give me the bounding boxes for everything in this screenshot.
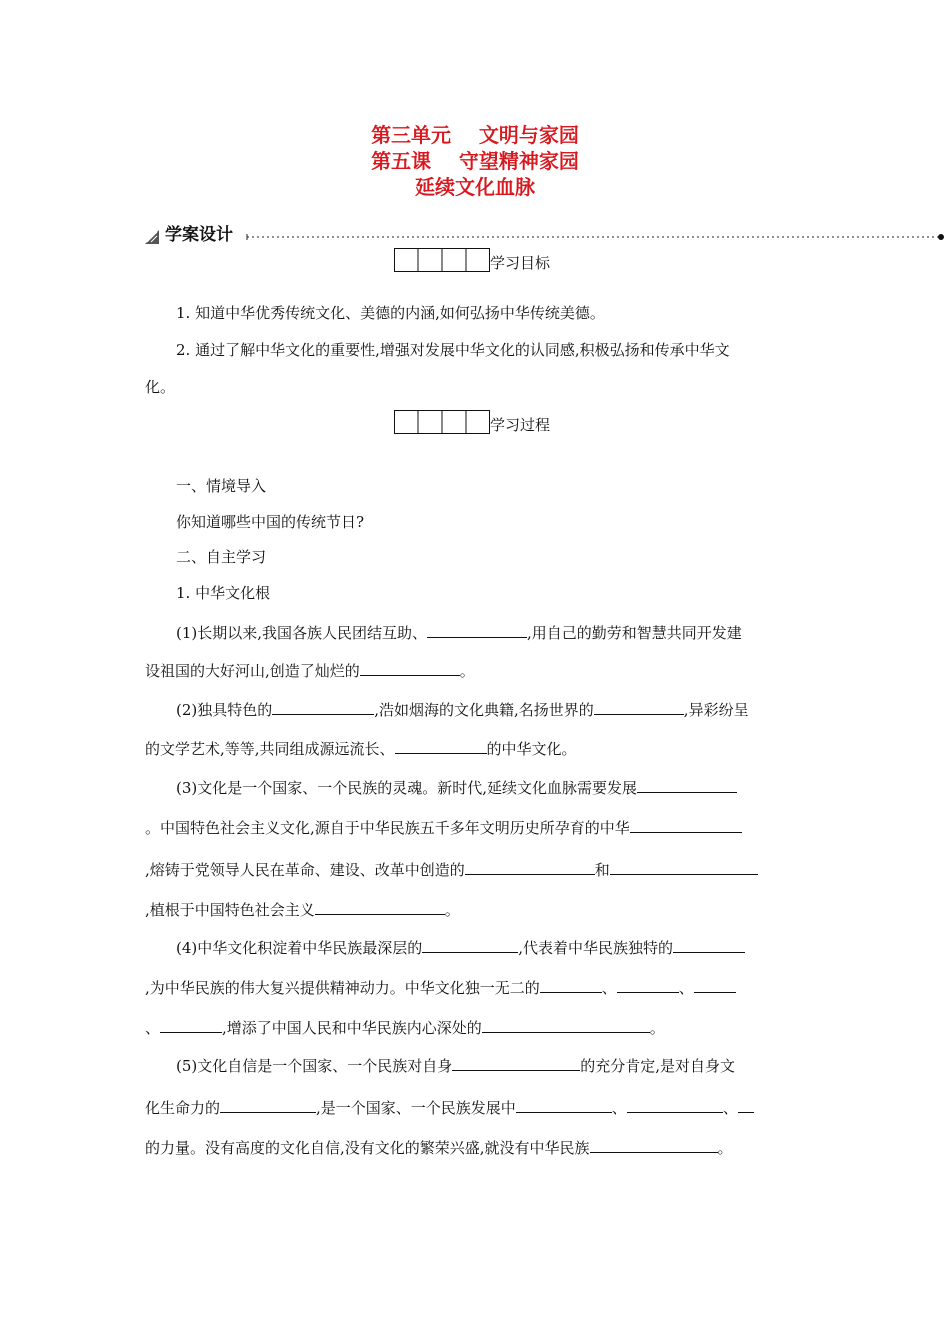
intro-question: 你知道哪些中国的传统节日? (176, 513, 365, 531)
fill-blank[interactable] (315, 897, 445, 915)
item-1-line-2: 设祖国的大好河山,创造了灿烂的 。 (145, 658, 475, 681)
fill-blank[interactable] (427, 620, 527, 638)
fill-blank[interactable] (637, 775, 737, 793)
goal-1: 1. 知道中华优秀传统文化、美德的内涵,如何弘扬中华传统美德。 (176, 304, 605, 322)
goals-heading-label: 学习目标 (490, 254, 551, 272)
fill-blank[interactable] (627, 1095, 723, 1113)
item-3-line-2: 。中国特色社会主义文化,源自于中华民族五千多年文明历史所孕育的中华 (145, 815, 742, 838)
heading-boxes-icon (394, 248, 490, 272)
fill-blank[interactable] (617, 975, 679, 993)
process-heading-label: 学习过程 (490, 416, 551, 434)
heading-boxes-icon (394, 410, 490, 434)
root-heading: 1. 中华文化根 (176, 584, 271, 602)
fill-blank[interactable] (395, 736, 487, 754)
item-4-line-3: 、 ,增添了中国人民和中华民族内心深处的 。 (145, 1015, 665, 1038)
banner-label: 学案设计 (165, 225, 233, 245)
fill-blank[interactable] (465, 857, 595, 875)
item-5-line-1: (5)文化自信是一个国家、一个民族对自身 的充分肯定,是对自身文 (176, 1053, 735, 1076)
unit-title: 第三单元 文明与家园 (371, 123, 579, 147)
item-3-line-1: (3)文化是一个国家、一个民族的灵魂。新时代,延续文化血脉需要发展 (176, 775, 737, 798)
fill-blank[interactable] (540, 975, 602, 993)
goal-2-cont: 化。 (145, 378, 176, 396)
title-block (0, 122, 950, 200)
fill-blank[interactable] (673, 935, 745, 953)
fill-blank[interactable] (220, 1095, 316, 1113)
item-3-line-3: ,熔铸于党领导人民在革命、建设、改革中创造的 和 (145, 857, 758, 880)
fill-blank[interactable] (360, 658, 460, 676)
goal-2: 2. 通过了解中华文化的重要性,增强对发展中华文化的认同感,积极弘扬和传承中华文 (176, 341, 730, 359)
fill-blank[interactable] (590, 1135, 718, 1153)
fill-blank[interactable] (694, 975, 736, 993)
topic-title: 延续文化血脉 (415, 175, 535, 199)
fill-blank[interactable] (610, 857, 758, 875)
item-5-line-2: 化生命力的 ,是一个国家、一个民族发展中 、 、 (145, 1095, 754, 1118)
item-4-line-2: ,为中华民族的伟大复兴提供精神动力。中华文化独一无二的 、 、 (145, 975, 736, 998)
item-3-line-4: ,植根于中国特色社会主义 。 (145, 897, 460, 920)
intro-heading: 一、情境导入 (176, 477, 267, 495)
lesson-title: 第五课 守望精神家园 (371, 149, 579, 173)
item-4-line-1: (4)中华文化积淀着中华民族最深层的 ,代表着中华民族独特的 (176, 935, 745, 958)
banner-decoration-icon (143, 224, 948, 248)
item-1-line-1: (1)长期以来,我国各族人民团结互助、 ,用自己的勤劳和智慧共同开发建 (176, 620, 742, 643)
item-2-line-1: (2)独具特色的 ,浩如烟海的文化典籍,名扬世界的 ,异彩纷呈 (176, 697, 749, 720)
fill-blank[interactable] (482, 1015, 650, 1033)
fill-blank[interactable] (160, 1015, 222, 1033)
fill-blank[interactable] (516, 1095, 612, 1113)
fill-blank[interactable] (452, 1053, 580, 1071)
item-2-line-2: 的文学艺术,等等,共同组成源远流长、 的中华文化。 (145, 736, 577, 759)
fill-blank[interactable] (422, 935, 518, 953)
fill-blank[interactable] (738, 1095, 754, 1113)
fill-blank[interactable] (630, 815, 742, 833)
item-5-line-3: 的力量。没有高度的文化自信,没有文化的繁荣兴盛,就没有中华民族 。 (145, 1135, 733, 1158)
self-study-heading: 二、自主学习 (176, 548, 267, 566)
fill-blank[interactable] (594, 697, 684, 715)
section-banner (143, 224, 948, 248)
fill-blank[interactable] (272, 697, 374, 715)
